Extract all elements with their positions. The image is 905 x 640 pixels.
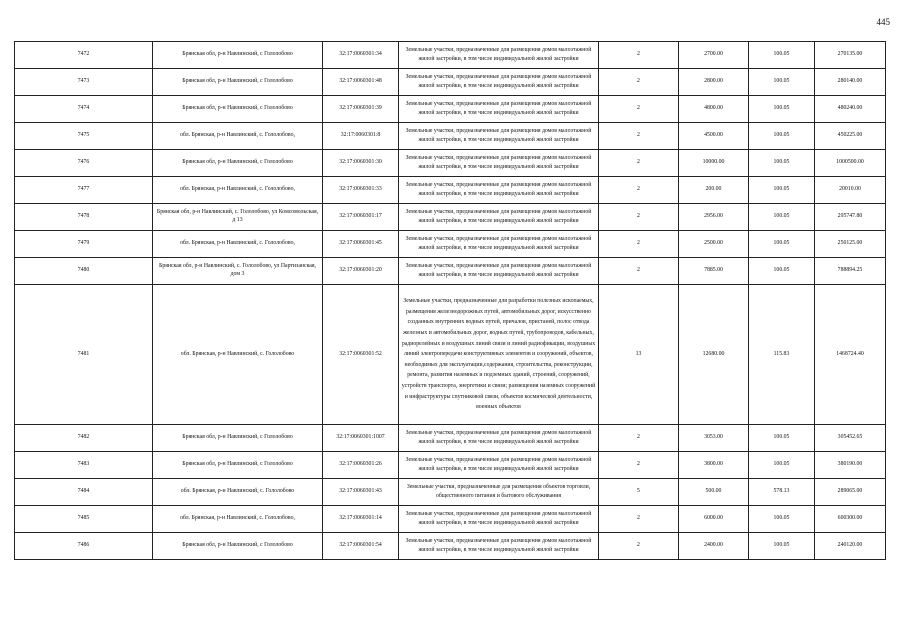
use-group-cell: 2	[599, 96, 679, 123]
row-number-cell: 7473	[15, 69, 153, 96]
cadastral-value-cell: 270135.00	[815, 42, 886, 69]
cadastral-number-cell: 32:17:0060301:34	[323, 42, 399, 69]
land-use-cell: Земельные участки, предназначенные для размещения домов малоэтажной жилой застройки, в том числе индивидуальной жилой застройки	[399, 204, 599, 231]
land-use-cell: Земельные участки, предназначенные для размещения домов малоэтажной жилой застройки, в том числе индивидуальной жилой застройки	[399, 533, 599, 560]
address-cell: Брянская обл, р-н Навлинский, с Гололобово	[153, 42, 323, 69]
table-row	[15, 285, 886, 425]
address-cell: обл. Брянская, р-н Навлинский, с. Гололобово,	[153, 231, 323, 258]
use-group-cell: 2	[599, 123, 679, 150]
table-row	[15, 425, 886, 452]
cadastral-number-cell: 32:17:0060301:20	[323, 258, 399, 285]
address-cell: обл. Брянская, р-н Навлинский, с. Гололобово	[153, 285, 323, 425]
area-cell: 3053.00	[679, 425, 749, 452]
cadastral-value-cell: 280140.00	[815, 69, 886, 96]
row-number-cell: 7480	[15, 258, 153, 285]
cadastral-number-cell: 32:17:0060301:30	[323, 150, 399, 177]
area-cell: 2500.00	[679, 231, 749, 258]
address-cell: обл. Брянская, р-н Навлинский, с. Гололобово,	[153, 123, 323, 150]
cadastral-value-cell: 250125.00	[815, 231, 886, 258]
cadastral-value-cell: 600300.00	[815, 506, 886, 533]
specific-value-cell: 100.05	[749, 42, 815, 69]
row-number-cell: 7472	[15, 42, 153, 69]
table-row	[15, 96, 886, 123]
use-group-cell: 2	[599, 425, 679, 452]
address-cell: Брянская обл, р-н Навлинский, с Гололобово	[153, 452, 323, 479]
row-number-cell: 7479	[15, 231, 153, 258]
row-number-cell: 7485	[15, 506, 153, 533]
table-row	[15, 69, 886, 96]
land-use-cell: Земельные участки, предназначенные для размещения домов малоэтажной жилой застройки, в том числе индивидуальной жилой застройки	[399, 177, 599, 204]
area-cell: 2800.00	[679, 69, 749, 96]
specific-value-cell: 100.05	[749, 258, 815, 285]
cadastral-number-cell: 32:17:0060301:1007	[323, 425, 399, 452]
cadastral-number-cell: 32:17:0060301:39	[323, 96, 399, 123]
area-cell: 6000.00	[679, 506, 749, 533]
specific-value-cell: 100.05	[749, 231, 815, 258]
address-cell: Брянская обл, р-н Навлинский, с Гололобово	[153, 150, 323, 177]
address-cell: Брянская обл, р-н Навлинский, с. Гололобово, ул Партизанская, дом 3	[153, 258, 323, 285]
cadastral-value-cell: 1000500.00	[815, 150, 886, 177]
land-use-cell: Земельные участки, предназначенные для разработки полезных ископаемых, размещения железнодорожных путей, автомобильных дорог, искусственно созданных внутренних водных путей, причалов, пристаней, полос отвода железных и автомобильных дорог, водных путей, трубопроводов, кабельных, радиорелейных и воздушных линий связи и линий радиофикации, воздушных линий электропередачи конструктивных элементов и сооружений, объектов, необходимых для эксплуатации,содержания, строительства, реконструкции, ремонта, развития наземных и подземных зданий, строений, сооружений, устройств транспорта, энергетики и связи; размещения наземных сооружений и инфраструктуры спутниковой связи, объектов космической деятельности, военных объектов	[399, 285, 599, 425]
row-number-cell: 7478	[15, 204, 153, 231]
cadastral-value-cell: 240120.00	[815, 533, 886, 560]
land-use-cell: Земельные участки, предназначенные для размещения домов малоэтажной жилой застройки, в том числе индивидуальной жилой застройки	[399, 69, 599, 96]
cadastral-number-cell: 32:17:0060301:17	[323, 204, 399, 231]
address-cell: обл. Брянская, р-н Навлинский, с. Гололобово,	[153, 506, 323, 533]
land-use-cell: Земельные участки, предназначенные для размещения домов малоэтажной жилой застройки, в том числе индивидуальной жилой застройки	[399, 231, 599, 258]
row-number-cell: 7477	[15, 177, 153, 204]
address-cell: Брянская обл, р-н Навлинский, с. Гололобово, ул Комсомольская, д 13	[153, 204, 323, 231]
cadastral-value-cell: 305452.65	[815, 425, 886, 452]
cadastral-value-cell: 480240.00	[815, 96, 886, 123]
page-number: 445	[876, 17, 890, 27]
row-number-cell: 7476	[15, 150, 153, 177]
cadastral-value-cell: 295747.80	[815, 204, 886, 231]
use-group-cell: 2	[599, 69, 679, 96]
specific-value-cell: 100.05	[749, 533, 815, 560]
row-number-cell: 7486	[15, 533, 153, 560]
cadastral-value-cell: 289065.00	[815, 479, 886, 506]
cadastral-number-cell: 32:17:0060301:48	[323, 69, 399, 96]
area-cell: 2700.00	[679, 42, 749, 69]
specific-value-cell: 100.05	[749, 425, 815, 452]
address-cell: Брянская обл, р-н Навлинский, с Гололобово	[153, 96, 323, 123]
land-use-cell: Земельные участки, предназначенные для размещения домов малоэтажной жилой застройки, в том числе индивидуальной жилой застройки	[399, 258, 599, 285]
row-number-cell: 7475	[15, 123, 153, 150]
land-use-cell: Земельные участки, предназначенные для размещения домов малоэтажной жилой застройки, в том числе индивидуальной жилой застройки	[399, 452, 599, 479]
table-row	[15, 42, 886, 69]
row-number-cell: 7474	[15, 96, 153, 123]
specific-value-cell: 578.13	[749, 479, 815, 506]
row-number-cell: 7483	[15, 452, 153, 479]
use-group-cell: 2	[599, 452, 679, 479]
use-group-cell: 2	[599, 231, 679, 258]
use-group-cell: 2	[599, 150, 679, 177]
area-cell: 2400.00	[679, 533, 749, 560]
specific-value-cell: 100.05	[749, 96, 815, 123]
specific-value-cell: 100.05	[749, 506, 815, 533]
area-cell: 3800.00	[679, 452, 749, 479]
area-cell: 4500.00	[679, 123, 749, 150]
cadastral-value-cell: 20010.00	[815, 177, 886, 204]
address-cell: обл. Брянская, р-н Навлинский, с. Гололобово	[153, 479, 323, 506]
table-row	[15, 204, 886, 231]
cadastral-value-cell: 450225.00	[815, 123, 886, 150]
specific-value-cell: 100.05	[749, 177, 815, 204]
land-use-cell: Земельные участки, предназначенные для размещения домов малоэтажной жилой застройки, в том числе индивидуальной жилой застройки	[399, 96, 599, 123]
table-row	[15, 150, 886, 177]
area-cell: 12680.00	[679, 285, 749, 425]
table-row	[15, 452, 886, 479]
specific-value-cell: 100.05	[749, 452, 815, 479]
specific-value-cell: 100.05	[749, 123, 815, 150]
specific-value-cell: 115.83	[749, 285, 815, 425]
table-row	[15, 177, 886, 204]
row-number-cell: 7484	[15, 479, 153, 506]
cadastral-value-cell: 788894.25	[815, 258, 886, 285]
cadastral-number-cell: 32:17:0060301:8	[323, 123, 399, 150]
row-number-cell: 7481	[15, 285, 153, 425]
area-cell: 10000.00	[679, 150, 749, 177]
cadastral-value-table	[14, 41, 886, 560]
use-group-cell: 13	[599, 285, 679, 425]
cadastral-value-cell: 380190.00	[815, 452, 886, 479]
land-use-cell: Земельные участки, предназначенные для размещения домов малоэтажной жилой застройки, в том числе индивидуальной жилой застройки	[399, 123, 599, 150]
use-group-cell: 5	[599, 479, 679, 506]
land-use-cell: Земельные участки, предназначенные для размещения домов малоэтажной жилой застройки, в том числе индивидуальной жилой застройки	[399, 425, 599, 452]
land-use-cell: Земельные участки, предназначенные для размещения домов малоэтажной жилой застройки, в том числе индивидуальной жилой застройки	[399, 150, 599, 177]
specific-value-cell: 100.05	[749, 204, 815, 231]
land-use-cell: Земельные участки, предназначенные для размещения объектов торговли, общественного питания и бытового обслуживания	[399, 479, 599, 506]
area-cell: 2956.00	[679, 204, 749, 231]
area-cell: 4800.00	[679, 96, 749, 123]
address-cell: обл. Брянская, р-н Навлинский, с. Гололобово,	[153, 177, 323, 204]
specific-value-cell: 100.05	[749, 150, 815, 177]
address-cell: Брянская обл, р-н Навлинский, с Гололобово	[153, 533, 323, 560]
area-cell: 7885.00	[679, 258, 749, 285]
cadastral-number-cell: 32:17:0060301:52	[323, 285, 399, 425]
table-row	[15, 123, 886, 150]
cadastral-number-cell: 32:17:0060301:45	[323, 231, 399, 258]
table-row	[15, 258, 886, 285]
row-number-cell: 7482	[15, 425, 153, 452]
cadastral-number-cell: 32:17:0060301:33	[323, 177, 399, 204]
use-group-cell: 2	[599, 204, 679, 231]
use-group-cell: 2	[599, 533, 679, 560]
table-row	[15, 479, 886, 506]
use-group-cell: 2	[599, 506, 679, 533]
cadastral-number-cell: 32:17:0060301:14	[323, 506, 399, 533]
use-group-cell: 2	[599, 42, 679, 69]
cadastral-number-cell: 32:17:0060301:54	[323, 533, 399, 560]
land-use-cell: Земельные участки, предназначенные для размещения домов малоэтажной жилой застройки, в том числе индивидуальной жилой застройки	[399, 506, 599, 533]
cadastral-number-cell: 32:17:0060301:43	[323, 479, 399, 506]
use-group-cell: 2	[599, 258, 679, 285]
use-group-cell: 2	[599, 177, 679, 204]
cadastral-number-cell: 32:17:0060301:26	[323, 452, 399, 479]
area-cell: 200.00	[679, 177, 749, 204]
table-row	[15, 231, 886, 258]
specific-value-cell: 100.05	[749, 69, 815, 96]
area-cell: 500.00	[679, 479, 749, 506]
table-row	[15, 506, 886, 533]
address-cell: Брянская обл, р-н Навлинский, с Гололобово	[153, 69, 323, 96]
address-cell: Брянская обл, р-н Навлинский, с Гололобово	[153, 425, 323, 452]
land-use-cell: Земельные участки, предназначенные для размещения домов малоэтажной жилой застройки, в том числе индивидуальной жилой застройки	[399, 42, 599, 69]
table-row	[15, 533, 886, 560]
cadastral-value-cell: 1468724.40	[815, 285, 886, 425]
